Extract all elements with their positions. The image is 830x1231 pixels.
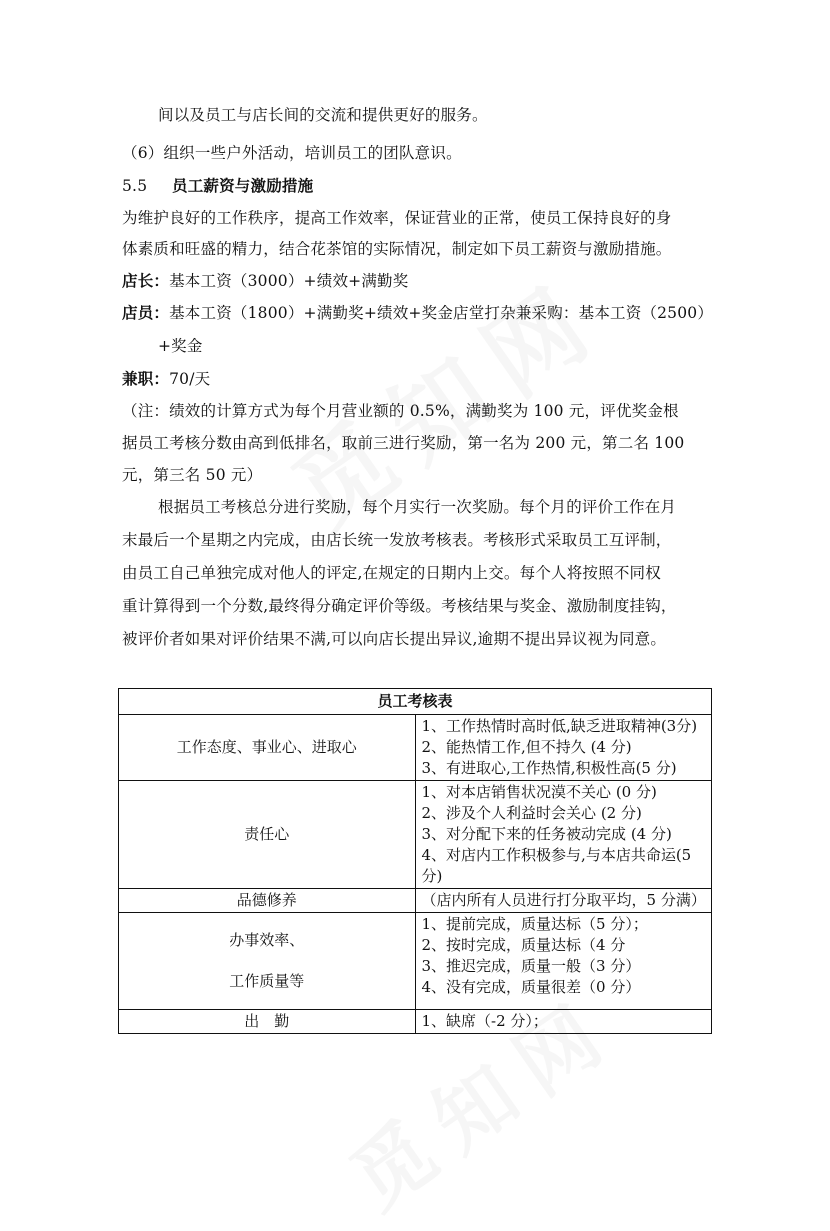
staff-salary-cont: +奖金 [158, 337, 203, 355]
detail-item: 2、涉及个人利益时会关心 (2 分) [421, 804, 642, 822]
parttime-salary [122, 368, 210, 390]
category-line: 工作质量等 [229, 972, 305, 990]
staff-label: 店员： [122, 303, 170, 322]
paragraph-line: 重计算得到一个分数,最终得分确定评价等级。考核结果与奖金、激励制度挂钩， [122, 597, 677, 615]
note-line: （注：绩效的计算方式为每个月营业额的 0.5%，满勤奖为 100 元，评优奖金根 [122, 402, 679, 420]
table-title: 员工考核表 [119, 689, 712, 715]
table-row [119, 781, 712, 889]
table-details [415, 889, 712, 913]
table-category: 工作态度、事业心、进取心 [119, 715, 416, 781]
detail-item: 2、按时完成，质量达标（4 分 [421, 936, 626, 954]
detail-item: 1、缺席（-2 分）； [421, 1012, 548, 1030]
table-row [119, 715, 712, 781]
evaluation-table [118, 688, 712, 1034]
detail-item: （店内所有人员进行打分取平均，5 分满） [421, 891, 706, 909]
paragraph-line: 体素质和旺盛的精力，结合花茶馆的实际情况，制定如下员工薪资与激励措施。 [122, 240, 672, 258]
table-details [415, 913, 712, 1010]
detail-item: 1、对本店销售状况漠不关心 (0 分) [421, 783, 657, 801]
section-number: 5.5 [122, 177, 148, 195]
section-heading [122, 175, 313, 197]
note-line: 元，第三名 50 元） [122, 466, 263, 484]
manager-text: 基本工资（3000）+绩效+满勤奖 [169, 272, 409, 290]
paragraph-line: 为维护良好的工作秩序，提高工作效率，保证营业的正常，使员工保持良好的身 [122, 209, 672, 227]
table-category: 责任心 [119, 781, 416, 889]
detail-item: 1、工作热情时高时低,缺乏进取精神(3分) [421, 717, 698, 735]
parttime-label: 兼职： [122, 369, 170, 388]
note-line: 据员工考核分数由高到低排名，取前三进行奖励，第一名为 200 元，第二名 100 [122, 434, 685, 452]
detail-item: 1、提前完成，质量达标（5 分）； [421, 915, 648, 933]
paragraph-line: 由员工自己单独完成对他人的评定,在规定的日期内上交。每个人将按照不同权 [122, 564, 661, 582]
section-title: 员工薪资与激励措施 [172, 176, 314, 195]
parttime-text: 70/天 [169, 370, 211, 388]
manager-salary [122, 270, 408, 292]
paragraph-line: 根据员工考核总分进行奖励，每个月实行一次奖励。每个月的评价工作在月 [158, 498, 677, 516]
staff-salary [122, 302, 713, 324]
detail-item: 4、对店内工作积极参与,与本店共命运(5分) [421, 846, 692, 885]
staff-text: 基本工资（1800）+满勤奖+绩效+奖金店堂打杂兼采购：基本工资（2500） [169, 304, 714, 322]
manager-label: 店长： [122, 271, 170, 290]
table-category: 品德修养 [119, 889, 416, 913]
detail-item: 4、没有完成，质量很差（0 分） [421, 978, 641, 996]
category-line: 办事效率、 [229, 931, 305, 949]
paragraph-line: 间以及员工与店长间的交流和提供更好的服务。 [158, 106, 488, 124]
table-details [415, 1010, 712, 1034]
table-header-row [119, 689, 712, 715]
paragraph-line: 被评价者如果对评价结果不满,可以向店长提出异议,逾期不提出异议视为同意。 [122, 630, 667, 648]
detail-item: 2、能热情工作,但不持久 (4 分) [421, 738, 632, 756]
detail-item: 3、推迟完成，质量一般（3 分） [421, 957, 641, 975]
detail-item: 3、对分配下来的任务被动完成 (4 分) [421, 825, 672, 843]
table-row [119, 889, 712, 913]
detail-item: 3、有进取心,工作热情,积极性高(5 分) [421, 759, 677, 777]
table-category [119, 913, 416, 1010]
table-category: 出 勤 [119, 1010, 416, 1034]
paragraph-line: 末最后一个星期之内完成，由店长统一发放考核表。考核形式采取员工互评制， [122, 531, 672, 549]
table-details [415, 715, 712, 781]
table-details [415, 781, 712, 889]
table-row [119, 913, 712, 1010]
table-row [119, 1010, 712, 1034]
paragraph-line: （6）组织一些户外活动，培训员工的团队意识。 [122, 144, 462, 162]
